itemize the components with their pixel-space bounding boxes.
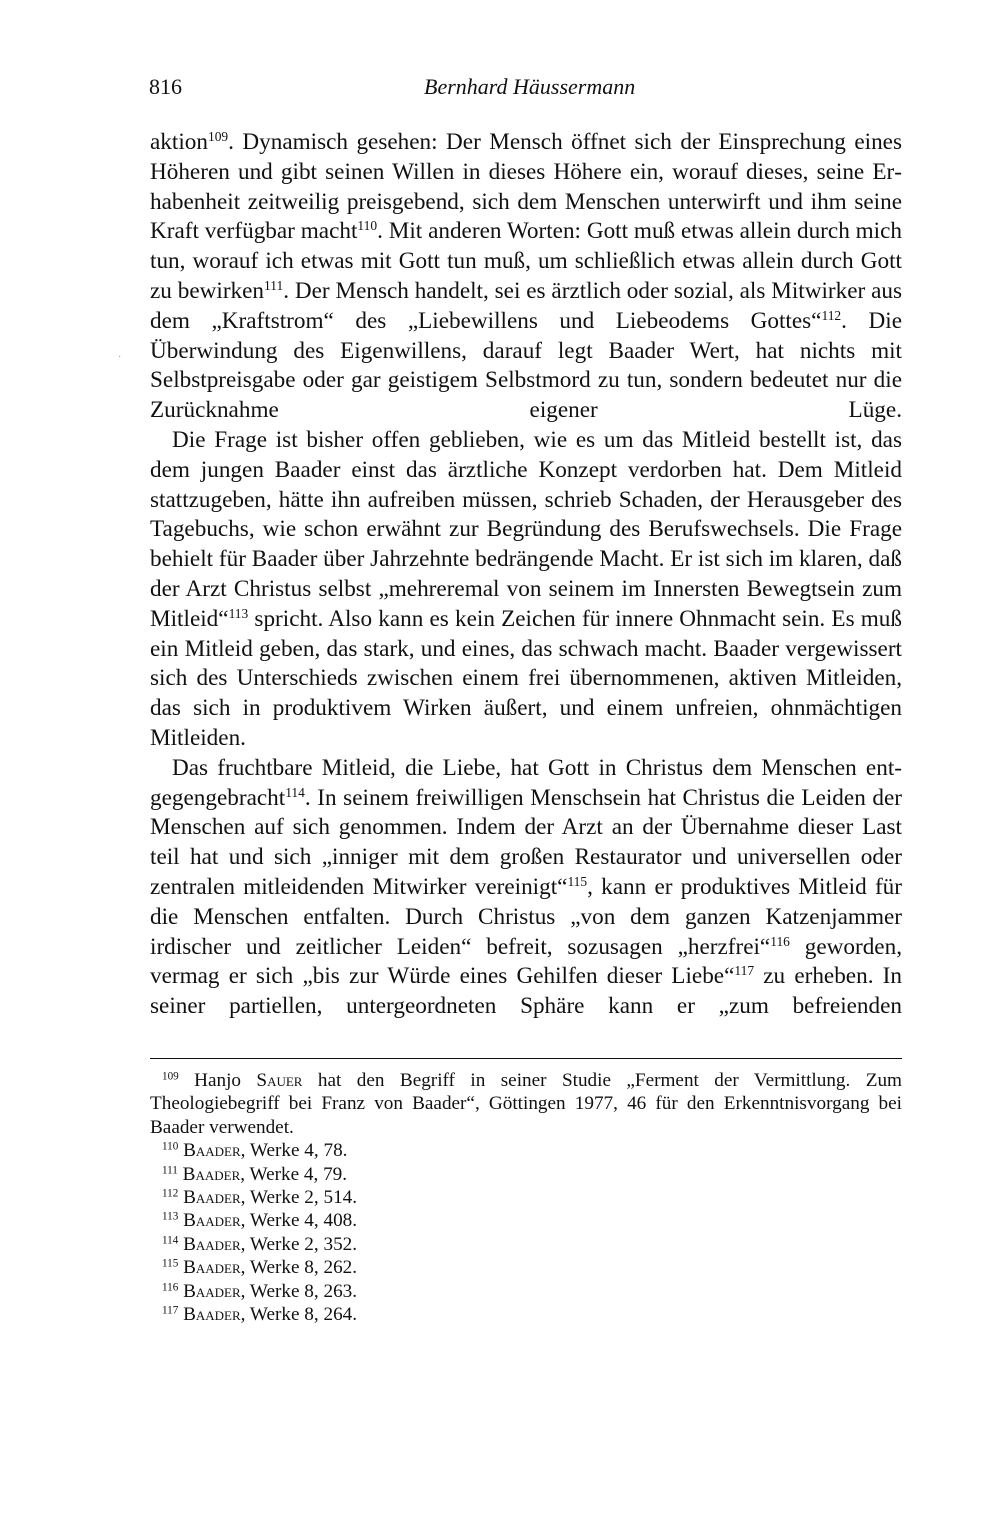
- paragraph-3: Das fruchtbare Mitleid, die Liebe, hat Gott in Christus dem Menschen entgegengebracht$^{114}$. In seinem freiwilligen Menschsein hat Christus die Leiden der Menschen auf sich genommen. Indem der Arzt an der Übernahme dieser Last teil hat und sich „inniger mit dem großen Restaurator und universellen oder zentralen mitleidenden Mitwirker vereinigt“$^{115}$, kann er produktives Mitleid für die Menschen entfalten. Durch Christus „von dem ganzen Katzenjammer irdischer und zeitlicher Leiden“ befreit, sozusagen „herzfrei“$^{116}$ geworden, vermag er sich „bis zur Würde eines Gehilfen dieser Liebe“$^{117}$ zu erheben. In seiner partiellen, untergeordneten Sphäre kann er „zum befreienden: [150, 754, 902, 1020]
- footnote-item: $^{112}$ Baader, Werke 2, 514.: [162, 1187, 358, 1209]
- footnote-ref-109: 109: [207, 128, 229, 144]
- footnote-ref-115: 115: [567, 873, 588, 889]
- author-name: Baader: [183, 1280, 241, 1302]
- footnote-number: 111: [162, 1163, 178, 1176]
- footnote-item: $^{114}$ Baader, Werke 2, 352.: [162, 1233, 358, 1255]
- footnote-item: $^{116}$ Baader, Werke 8, 263.: [162, 1280, 358, 1302]
- footnote-number: 114: [162, 1234, 179, 1247]
- footnote-ref-116: 116: [770, 933, 790, 949]
- footnote-ref-117: 117: [734, 963, 755, 979]
- footnote-number: 109: [162, 1070, 179, 1083]
- margin-mark: ·: [118, 352, 122, 363]
- paragraph-1: aktion$^{109}$. Dynamisch gesehen: Der Mensch öffnet sich der Einsprechung eines Höheren und gibt seinen Willen in dieses Höhere ein, worauf dieses, seine Erhabenheit zeitweilig preisgebend, sich dem Menschen unterwirft und ihm seine Kraft verfügbar macht$^{110}$. Mit anderen Worten: Gott muß etwas allein durch mich tun, worauf ich etwas mit Gott tun muß, um schließlich etwas allein durch Gott zu bewirken$^{111}$. Der Mensch handelt, sei es ärztlich oder sozial, als Mitwirker aus dem „Kraftstrom“ des „Liebewillens und Liebeodems Gottes“$^{112}$. Die Überwindung des Eigenwillens, darauf legt Baader Wert, hat nichts mit Selbstpreisgabe oder gar geistigem Selbstmord zu tun, sondern bedeutet nur die Zurücknahme eigener Lüge.: [150, 128, 902, 424]
- footnote-number: 112: [162, 1187, 179, 1200]
- author-name: Baader: [182, 1163, 241, 1185]
- footnote-number: 117: [162, 1304, 179, 1317]
- footnote-item: $^{113}$ Baader, Werke 4, 408.: [162, 1210, 358, 1232]
- footnote-item: $^{117}$ Baader, Werke 8, 264.: [162, 1304, 358, 1326]
- author-name: Sauer: [256, 1070, 303, 1091]
- footnote-divider: [150, 1058, 902, 1059]
- paragraph-2: Die Frage ist bisher offen geblieben, wie es um das Mitleid bestellt ist, das dem jungen Baader einst das ärztliche Konzept verdorben hat. Dem Mitleid stattzugeben, hätte ihn aufreiben müssen, schrieb Schaden, der Herausgeber des Tagebuchs, wie schon erwähnt zur Begründung des Berufswechsels. Die Frage behielt für Baader über Jahrzehnte bedrängende Macht. Er ist sich im klaren, daß der Arzt Christus selbst „mehreremal von seinem im Innersten Bewegtsein zum Mitleid“$^{113}$ spricht. Also kann es kein Zeichen für innere Ohnmacht sein. Es muß ein Mitleid geben, das stark, und eines, das schwach macht. Baader vergewissert sich des Unterschieds zwischen einem frei übernommenen, aktiven Mitleiden, das sich in produktivem Wirken äußert, und einem unfreien, ohnmächtigen Mitleiden.: [150, 426, 903, 751]
- author-name: Baader: [183, 1304, 241, 1326]
- author-name: Baader: [183, 1233, 241, 1255]
- footnote-number: 116: [162, 1280, 179, 1293]
- footnote-number: 113: [162, 1210, 179, 1223]
- footnote-item: $^{109}$ Hanjo Sauer hat den Begriff in seiner Studie „Ferment der Vermittlung. Zum Theologiebegriff bei Franz von Baader“, Göttingen 1977, 46 für den Erkenntnisvorgang bei Baader verwendet.: [150, 1070, 902, 1138]
- footnote-ref-114: 114: [285, 784, 305, 800]
- footnote-ref-112: 112: [821, 307, 842, 323]
- author-name: Baader: [183, 1210, 241, 1232]
- footnote-ref-110: 110: [357, 218, 378, 234]
- footnotes: [150, 1069, 902, 1326]
- page-number: 816: [149, 74, 182, 99]
- footnote-item: $^{111}$ Baader, Werke 4, 79.: [162, 1163, 348, 1185]
- author-name: Baader: [183, 1140, 241, 1162]
- main-text: [150, 128, 902, 1022]
- author-name: Baader: [183, 1257, 241, 1279]
- footnote-item: $^{115}$ Baader, Werke 8, 262.: [162, 1257, 358, 1279]
- footnote-ref-111: 111: [264, 277, 284, 293]
- footnote-item: $^{110}$ Baader, Werke 4, 78.: [162, 1140, 348, 1162]
- footnote-number: 115: [162, 1257, 179, 1270]
- author-name: Baader: [183, 1187, 241, 1209]
- footnote-ref-113: 113: [228, 605, 249, 621]
- running-head-author: Bernhard Häussermann: [424, 74, 636, 99]
- footnote-number: 110: [162, 1140, 179, 1153]
